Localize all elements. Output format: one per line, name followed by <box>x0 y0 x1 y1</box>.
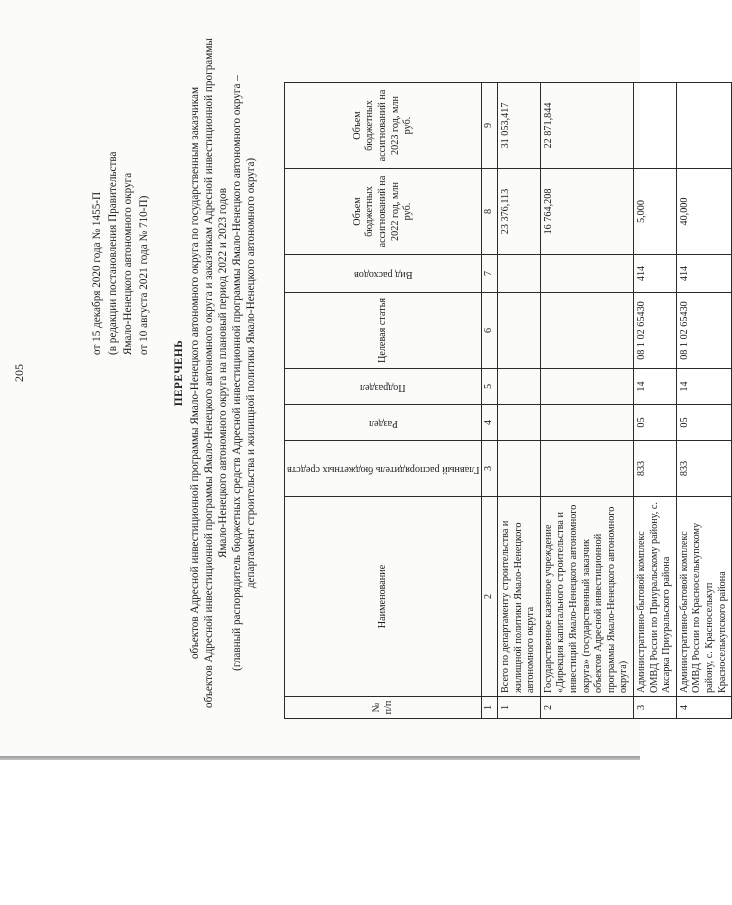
page-number: 205 <box>12 364 26 382</box>
row-num: 2 <box>540 697 633 719</box>
row-sum2022: 23 376,113 <box>498 169 541 255</box>
document-header <box>172 3 258 743</box>
column-number: 1 <box>482 697 498 719</box>
header-line: департамент строительства и жилищной политики Ямало-Ненецкого автономного округа) <box>245 157 257 589</box>
table-row <box>633 83 676 719</box>
row-razdel <box>540 405 633 441</box>
row-sum2023 <box>633 83 676 169</box>
row-sum2022: 16 764,208 <box>540 169 633 255</box>
row-name: Всего по департаменту строительства и жилищной политики Ямало-Ненецкого автономного округа <box>498 497 541 697</box>
row-csr: 08 1 02 65430 <box>676 293 731 369</box>
row-podrazdel: 14 <box>676 369 731 405</box>
header-razdel-text: Раздел <box>368 417 398 429</box>
row-vr: 414 <box>633 255 676 293</box>
row-sum2023 <box>676 83 731 169</box>
row-podrazdel <box>540 369 633 405</box>
row-sum2023: 22 871,844 <box>540 83 633 169</box>
row-podrazdel: 14 <box>633 369 676 405</box>
header-name: Наименование <box>285 497 482 697</box>
header-podrazdel-text: Подраздел <box>360 381 407 393</box>
row-csr <box>498 293 541 369</box>
row-sum2022: 5,000 <box>633 169 676 255</box>
table-row <box>540 83 633 719</box>
column-number: 7 <box>482 255 498 293</box>
document-title: ПЕРЕЧЕНЬ <box>173 339 185 407</box>
table-row <box>676 83 731 719</box>
row-sum2023: 31 053,417 <box>498 83 541 169</box>
header-podrazdel <box>285 369 482 405</box>
header-grbs-text: Главный распорядитель бюджетных средств <box>287 463 480 475</box>
header-sum2023: Объем бюджетных ассигнований на 2023 год, млн руб. <box>285 83 482 169</box>
column-number: 6 <box>482 293 498 369</box>
column-number: 9 <box>482 83 498 169</box>
rotated-document <box>4 3 728 743</box>
scan-margin <box>0 760 640 905</box>
row-grbs <box>540 441 633 497</box>
row-name: Административно-бытовой комплекс ОМВД России по Приуральскому району, с. Аксарка Приуральского района <box>633 497 676 697</box>
row-sum2022: 40,000 <box>676 169 731 255</box>
row-num: 4 <box>676 697 731 719</box>
objects-table-wrapper <box>284 82 732 719</box>
row-razdel: 05 <box>676 405 731 441</box>
row-razdel: 05 <box>633 405 676 441</box>
header-vr-text: Вид расходов <box>353 268 413 280</box>
row-csr <box>540 293 633 369</box>
column-number: 2 <box>482 497 498 697</box>
row-vr <box>540 255 633 293</box>
row-num: 1 <box>498 697 541 719</box>
resolution-reference <box>90 25 152 355</box>
row-name: Административно-бытовой комплекс ОМВД России по Красноселькупскому району, с. Красноселькуп Красноселькупского района <box>676 497 731 697</box>
column-number: 8 <box>482 169 498 255</box>
header-grbs <box>285 441 482 497</box>
header-razdel <box>285 405 482 441</box>
header-csr: Целевая статья <box>285 293 482 369</box>
row-name: Государственное казенное учреждение «Дирекция капитального строительства и инвестиций Ямало-Ненецкого автономного округа» (государственный заказчик объектов Адресной инвестиционной программы Ямало-Ненецкого автономного округа) <box>540 497 633 697</box>
column-number: 3 <box>482 441 498 497</box>
row-vr: 414 <box>676 255 731 293</box>
table-row <box>498 83 541 719</box>
column-number: 5 <box>482 369 498 405</box>
table-header-row <box>285 83 482 719</box>
header-line: объектов Адресной инвестиционной программы Ямало-Ненецкого автономного округа по государственным заказчикам <box>189 86 201 660</box>
objects-table <box>284 82 732 719</box>
row-grbs: 833 <box>633 441 676 497</box>
header-line: объектов Адресной инвестиционной программы Ямало-Ненецкого автономного округа и заказчикам Адресной инвестиционной программы <box>203 38 215 708</box>
row-vr <box>498 255 541 293</box>
header-sum2022: Объем бюджетных ассигнований на 2022 год, млн руб. <box>285 169 482 255</box>
resolution-line: от 15 декабря 2020 года № 1455-П <box>91 191 103 355</box>
resolution-line: Ямало-Ненецкого автономного округа <box>122 172 134 355</box>
header-line: (главный распорядитель бюджетных средств Адресной инвестиционной программы Ямало-Ненецкого автономного округа – <box>231 75 243 671</box>
header-num: № п/п <box>285 697 482 719</box>
row-csr: 08 1 02 65430 <box>633 293 676 369</box>
column-numbers-row <box>482 83 498 719</box>
header-vr <box>285 255 482 293</box>
row-grbs <box>498 441 541 497</box>
resolution-line: от 10 августа 2021 года № 710-П) <box>137 195 150 355</box>
row-razdel <box>498 405 541 441</box>
column-number: 4 <box>482 405 498 441</box>
row-num: 3 <box>633 697 676 719</box>
row-grbs: 833 <box>676 441 731 497</box>
resolution-line: (в редакции постановления Правительства <box>106 151 119 355</box>
header-line: Ямало-Ненецкого автономного округа на плановый период 2022 и 2023 годов <box>217 187 229 559</box>
row-podrazdel <box>498 369 541 405</box>
